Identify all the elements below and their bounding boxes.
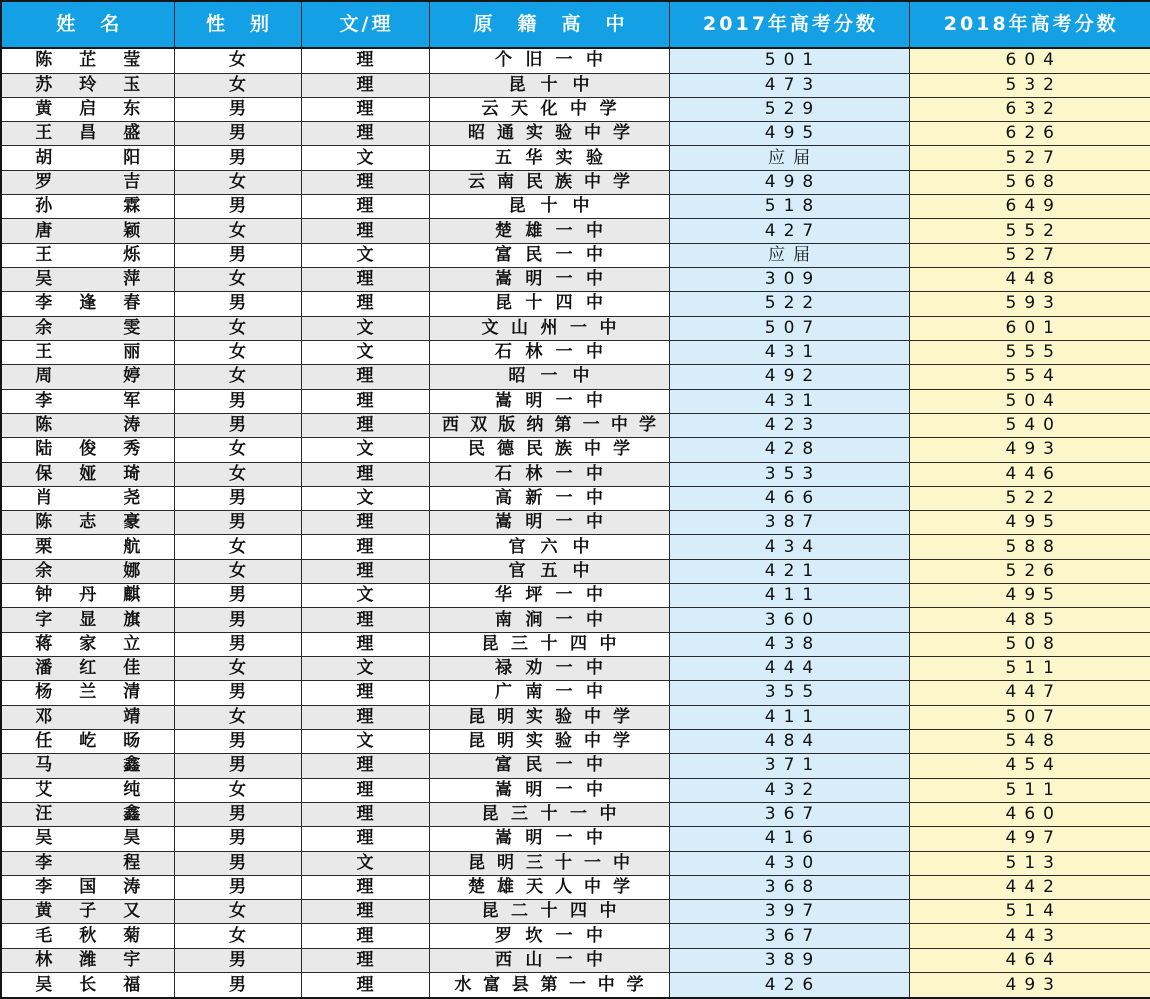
- track-cell: 文: [301, 146, 429, 170]
- track-cell: 文: [301, 243, 429, 267]
- gender-cell: 女: [174, 924, 301, 948]
- name-cell: 汪 鑫: [1, 802, 174, 826]
- score-2018-cell: 446: [909, 462, 1150, 486]
- name-cell: 林 潍 宇: [1, 948, 174, 972]
- score-2017-cell: 427: [669, 219, 909, 243]
- track-cell: 理: [301, 875, 429, 899]
- school-cell: 嵩 明 一 中: [429, 778, 669, 802]
- school-cell: 昭 通 实 验 中 学: [429, 122, 669, 146]
- name-cell: 任 屹 旸: [1, 729, 174, 753]
- header-row: [1, 1, 1150, 48]
- school-cell: 昆 十 中: [429, 195, 669, 219]
- gender-cell: 男: [174, 413, 301, 437]
- track-cell: 理: [301, 705, 429, 729]
- school-cell: 昆 二 十 四 中: [429, 900, 669, 924]
- score-2018-cell: 495: [909, 584, 1150, 608]
- table-row: [1, 413, 1150, 437]
- table-row: [1, 219, 1150, 243]
- track-cell: 理: [301, 802, 429, 826]
- score-2017-cell: 518: [669, 195, 909, 219]
- score-2017-cell: 421: [669, 559, 909, 583]
- table-body: [1, 48, 1150, 998]
- score-2017-cell: 438: [669, 632, 909, 656]
- track-cell: 文: [301, 584, 429, 608]
- table-row: [1, 486, 1150, 510]
- table-row: [1, 948, 1150, 972]
- track-cell: 理: [301, 608, 429, 632]
- score-2017-cell: 426: [669, 973, 909, 998]
- table-row: [1, 802, 1150, 826]
- gender-cell: 男: [174, 754, 301, 778]
- score-2018-cell: 527: [909, 146, 1150, 170]
- gender-cell: 女: [174, 219, 301, 243]
- track-cell: 理: [301, 754, 429, 778]
- school-cell: 富 民 一 中: [429, 243, 669, 267]
- score-2018-cell: 493: [909, 438, 1150, 462]
- score-2018-cell: 568: [909, 170, 1150, 194]
- table-row: [1, 608, 1150, 632]
- gender-cell: 男: [174, 195, 301, 219]
- table-row: [1, 584, 1150, 608]
- table-row: [1, 268, 1150, 292]
- school-cell: 昆 明 三 十 一 中: [429, 851, 669, 875]
- column-header-school: 原 籍 高 中: [429, 1, 669, 48]
- name-cell: 余 雯: [1, 316, 174, 340]
- school-cell: 富 民 一 中: [429, 754, 669, 778]
- track-cell: 文: [301, 316, 429, 340]
- score-2017-cell: 应届: [669, 146, 909, 170]
- score-2018-cell: 460: [909, 802, 1150, 826]
- table-row: [1, 389, 1150, 413]
- track-cell: 理: [301, 48, 429, 73]
- school-cell: 个 旧 一 中: [429, 48, 669, 73]
- school-cell: 西 双 版 纳 第 一 中 学: [429, 413, 669, 437]
- score-2017-cell: 498: [669, 170, 909, 194]
- school-cell: 西 山 一 中: [429, 948, 669, 972]
- score-2018-cell: 513: [909, 851, 1150, 875]
- track-cell: 文: [301, 438, 429, 462]
- name-cell: 黄 子 又: [1, 900, 174, 924]
- score-2017-cell: 432: [669, 778, 909, 802]
- score-2017-cell: 430: [669, 851, 909, 875]
- gender-cell: 男: [174, 243, 301, 267]
- score-2017-cell: 466: [669, 486, 909, 510]
- table-row: [1, 438, 1150, 462]
- school-cell: 华 坪 一 中: [429, 584, 669, 608]
- score-2018-cell: 504: [909, 389, 1150, 413]
- gender-cell: 女: [174, 778, 301, 802]
- track-cell: 文: [301, 729, 429, 753]
- track-cell: 文: [301, 851, 429, 875]
- table-row: [1, 462, 1150, 486]
- table-row: [1, 73, 1150, 97]
- name-cell: 陈 芷 莹: [1, 48, 174, 73]
- school-cell: 五 华 实 验: [429, 146, 669, 170]
- gender-cell: 男: [174, 973, 301, 998]
- table-row: [1, 511, 1150, 535]
- score-2017-cell: 389: [669, 948, 909, 972]
- name-cell: 栗 航: [1, 535, 174, 559]
- score-2017-cell: 444: [669, 657, 909, 681]
- score-2017-cell: 353: [669, 462, 909, 486]
- score-2018-cell: 508: [909, 632, 1150, 656]
- name-cell: 李 军: [1, 389, 174, 413]
- score-2018-cell: 495: [909, 511, 1150, 535]
- name-cell: 陈 志 豪: [1, 511, 174, 535]
- score-2017-cell: 397: [669, 900, 909, 924]
- table-row: [1, 632, 1150, 656]
- score-2017-cell: 411: [669, 584, 909, 608]
- gender-cell: 男: [174, 851, 301, 875]
- score-2017-cell: 431: [669, 389, 909, 413]
- track-cell: 理: [301, 778, 429, 802]
- table-row: [1, 365, 1150, 389]
- score-2018-cell: 448: [909, 268, 1150, 292]
- table-row: [1, 851, 1150, 875]
- table-row: [1, 657, 1150, 681]
- school-cell: 罗 坎 一 中: [429, 924, 669, 948]
- score-2017-cell: 501: [669, 48, 909, 73]
- name-cell: 邓 靖: [1, 705, 174, 729]
- score-2018-cell: 527: [909, 243, 1150, 267]
- gender-cell: 男: [174, 875, 301, 899]
- track-cell: 文: [301, 657, 429, 681]
- school-cell: 广 南 一 中: [429, 681, 669, 705]
- score-2017-cell: 484: [669, 729, 909, 753]
- school-cell: 嵩 明 一 中: [429, 268, 669, 292]
- name-cell: 肖 尧: [1, 486, 174, 510]
- gender-cell: 男: [174, 97, 301, 121]
- gender-cell: 男: [174, 584, 301, 608]
- school-cell: 昆 十 四 中: [429, 292, 669, 316]
- table-row: [1, 195, 1150, 219]
- name-cell: 余 娜: [1, 559, 174, 583]
- table-row: [1, 681, 1150, 705]
- school-cell: 楚 雄 一 中: [429, 219, 669, 243]
- track-cell: 理: [301, 219, 429, 243]
- score-2017-cell: 492: [669, 365, 909, 389]
- gender-cell: 女: [174, 48, 301, 73]
- score-2017-cell: 431: [669, 340, 909, 364]
- gender-cell: 女: [174, 462, 301, 486]
- school-cell: 云 南 民 族 中 学: [429, 170, 669, 194]
- score-2018-cell: 554: [909, 365, 1150, 389]
- column-header-gender: 性 别: [174, 1, 301, 48]
- table-row: [1, 48, 1150, 73]
- score-2017-cell: 522: [669, 292, 909, 316]
- name-cell: 毛 秋 菊: [1, 924, 174, 948]
- table-row: [1, 243, 1150, 267]
- table-header: [1, 1, 1150, 48]
- track-cell: 理: [301, 681, 429, 705]
- track-cell: 理: [301, 268, 429, 292]
- gender-cell: 男: [174, 146, 301, 170]
- table-row: [1, 292, 1150, 316]
- gender-cell: 男: [174, 681, 301, 705]
- score-2017-cell: 360: [669, 608, 909, 632]
- score-2017-cell: 428: [669, 438, 909, 462]
- name-cell: 艾 纯: [1, 778, 174, 802]
- track-cell: 理: [301, 389, 429, 413]
- gender-cell: 男: [174, 486, 301, 510]
- score-2017-cell: 473: [669, 73, 909, 97]
- table-row: [1, 778, 1150, 802]
- table-row: [1, 875, 1150, 899]
- gender-cell: 男: [174, 511, 301, 535]
- school-cell: 嵩 明 一 中: [429, 389, 669, 413]
- school-cell: 嵩 明 一 中: [429, 511, 669, 535]
- gender-cell: 女: [174, 73, 301, 97]
- score-2018-cell: 588: [909, 535, 1150, 559]
- school-cell: 官 六 中: [429, 535, 669, 559]
- school-cell: 楚 雄 天 人 中 学: [429, 875, 669, 899]
- track-cell: 理: [301, 948, 429, 972]
- name-cell: 陈 涛: [1, 413, 174, 437]
- score-2017-cell: 507: [669, 316, 909, 340]
- name-cell: 李 国 涛: [1, 875, 174, 899]
- track-cell: 理: [301, 559, 429, 583]
- table-row: [1, 973, 1150, 998]
- name-cell: 马 鑫: [1, 754, 174, 778]
- score-2017-cell: 387: [669, 511, 909, 535]
- gender-cell: 女: [174, 535, 301, 559]
- gender-cell: 男: [174, 632, 301, 656]
- column-header-track: 文/理: [301, 1, 429, 48]
- score-2018-cell: 511: [909, 778, 1150, 802]
- score-2017-cell: 423: [669, 413, 909, 437]
- track-cell: 理: [301, 122, 429, 146]
- table-row: [1, 900, 1150, 924]
- name-cell: 蒋 家 立: [1, 632, 174, 656]
- school-cell: 官 五 中: [429, 559, 669, 583]
- school-cell: 昆 十 中: [429, 73, 669, 97]
- track-cell: 理: [301, 73, 429, 97]
- score-2018-cell: 514: [909, 900, 1150, 924]
- column-header-name: 姓 名: [1, 1, 174, 48]
- name-cell: 唐 颖: [1, 219, 174, 243]
- track-cell: 理: [301, 292, 429, 316]
- name-cell: 陆 俊 秀: [1, 438, 174, 462]
- gender-cell: 男: [174, 948, 301, 972]
- gender-cell: 女: [174, 900, 301, 924]
- track-cell: 理: [301, 973, 429, 998]
- score-2018-cell: 442: [909, 875, 1150, 899]
- track-cell: 理: [301, 195, 429, 219]
- score-2018-cell: 632: [909, 97, 1150, 121]
- table-row: [1, 924, 1150, 948]
- name-cell: 王 昌 盛: [1, 122, 174, 146]
- gender-cell: 男: [174, 729, 301, 753]
- score-2017-cell: 368: [669, 875, 909, 899]
- gender-cell: 男: [174, 389, 301, 413]
- track-cell: 理: [301, 827, 429, 851]
- gender-cell: 男: [174, 608, 301, 632]
- gender-cell: 男: [174, 827, 301, 851]
- track-cell: 理: [301, 900, 429, 924]
- school-cell: 水 富 县 第 一 中 学: [429, 973, 669, 998]
- name-cell: 杨 兰 清: [1, 681, 174, 705]
- column-header-score-2018: 2018年高考分数: [909, 1, 1150, 48]
- name-cell: 保 娅 琦: [1, 462, 174, 486]
- track-cell: 理: [301, 170, 429, 194]
- score-2017-cell: 355: [669, 681, 909, 705]
- track-cell: 理: [301, 535, 429, 559]
- gender-cell: 女: [174, 365, 301, 389]
- gender-cell: 女: [174, 438, 301, 462]
- gender-cell: 女: [174, 268, 301, 292]
- score-2018-cell: 511: [909, 657, 1150, 681]
- name-cell: 黄 启 东: [1, 97, 174, 121]
- name-cell: 钟 丹 麒: [1, 584, 174, 608]
- score-2018-cell: 604: [909, 48, 1150, 73]
- score-2018-cell: 454: [909, 754, 1150, 778]
- table-row: [1, 340, 1150, 364]
- track-cell: 理: [301, 924, 429, 948]
- table-row: [1, 146, 1150, 170]
- name-cell: 苏 玲 玉: [1, 73, 174, 97]
- score-2017-cell: 411: [669, 705, 909, 729]
- score-2018-cell: 493: [909, 973, 1150, 998]
- score-2017-cell: 416: [669, 827, 909, 851]
- track-cell: 理: [301, 97, 429, 121]
- name-cell: 孙 霖: [1, 195, 174, 219]
- name-cell: 胡 阳: [1, 146, 174, 170]
- gender-cell: 男: [174, 122, 301, 146]
- track-cell: 文: [301, 486, 429, 510]
- school-cell: 昆 明 实 验 中 学: [429, 729, 669, 753]
- score-2018-cell: 485: [909, 608, 1150, 632]
- gender-cell: 女: [174, 559, 301, 583]
- gender-cell: 男: [174, 292, 301, 316]
- gender-cell: 女: [174, 657, 301, 681]
- name-cell: 吴 萍: [1, 268, 174, 292]
- score-2018-cell: 593: [909, 292, 1150, 316]
- school-cell: 昆 三 十 四 中: [429, 632, 669, 656]
- score-2017-cell: 434: [669, 535, 909, 559]
- school-cell: 文 山 州 一 中: [429, 316, 669, 340]
- school-cell: 云 天 化 中 学: [429, 97, 669, 121]
- score-2018-cell: 540: [909, 413, 1150, 437]
- score-2017-cell: 371: [669, 754, 909, 778]
- gender-cell: 女: [174, 170, 301, 194]
- school-cell: 高 新 一 中: [429, 486, 669, 510]
- name-cell: 字 显 旗: [1, 608, 174, 632]
- name-cell: 李 逢 春: [1, 292, 174, 316]
- score-2018-cell: 497: [909, 827, 1150, 851]
- name-cell: 周 婷: [1, 365, 174, 389]
- table-row: [1, 705, 1150, 729]
- score-2017-cell: 309: [669, 268, 909, 292]
- gender-cell: 女: [174, 705, 301, 729]
- score-2018-cell: 443: [909, 924, 1150, 948]
- score-2018-cell: 526: [909, 559, 1150, 583]
- score-2017-cell: 应届: [669, 243, 909, 267]
- name-cell: 吴 长 福: [1, 973, 174, 998]
- track-cell: 理: [301, 365, 429, 389]
- track-cell: 文: [301, 340, 429, 364]
- school-cell: 民 德 民 族 中 学: [429, 438, 669, 462]
- track-cell: 理: [301, 413, 429, 437]
- table-row: [1, 170, 1150, 194]
- school-cell: 嵩 明 一 中: [429, 827, 669, 851]
- score-2017-cell: 529: [669, 97, 909, 121]
- track-cell: 理: [301, 632, 429, 656]
- name-cell: 王 丽: [1, 340, 174, 364]
- school-cell: 昭 一 中: [429, 365, 669, 389]
- score-2018-cell: 532: [909, 73, 1150, 97]
- table-row: [1, 827, 1150, 851]
- table-row: [1, 535, 1150, 559]
- table-row: [1, 729, 1150, 753]
- score-2017-cell: 367: [669, 802, 909, 826]
- score-2018-cell: 548: [909, 729, 1150, 753]
- score-2018-cell: 447: [909, 681, 1150, 705]
- score-2017-cell: 367: [669, 924, 909, 948]
- table-row: [1, 316, 1150, 340]
- school-cell: 石 林 一 中: [429, 340, 669, 364]
- score-2018-cell: 601: [909, 316, 1150, 340]
- score-2018-cell: 552: [909, 219, 1150, 243]
- name-cell: 吴 昊: [1, 827, 174, 851]
- score-2018-cell: 626: [909, 122, 1150, 146]
- table-row: [1, 122, 1150, 146]
- table-row: [1, 97, 1150, 121]
- school-cell: 南 涧 一 中: [429, 608, 669, 632]
- school-cell: 禄 劝 一 中: [429, 657, 669, 681]
- score-2018-cell: 522: [909, 486, 1150, 510]
- name-cell: 潘 红 佳: [1, 657, 174, 681]
- name-cell: 王 烁: [1, 243, 174, 267]
- gender-cell: 女: [174, 340, 301, 364]
- score-2018-cell: 464: [909, 948, 1150, 972]
- school-cell: 昆 明 实 验 中 学: [429, 705, 669, 729]
- track-cell: 理: [301, 511, 429, 535]
- name-cell: 李 程: [1, 851, 174, 875]
- score-2018-cell: 649: [909, 195, 1150, 219]
- table-row: [1, 559, 1150, 583]
- score-2018-cell: 555: [909, 340, 1150, 364]
- track-cell: 理: [301, 462, 429, 486]
- name-cell: 罗 吉: [1, 170, 174, 194]
- gender-cell: 男: [174, 802, 301, 826]
- score-2017-cell: 495: [669, 122, 909, 146]
- score-2018-cell: 507: [909, 705, 1150, 729]
- table-row: [1, 754, 1150, 778]
- school-cell: 石 林 一 中: [429, 462, 669, 486]
- gender-cell: 女: [174, 316, 301, 340]
- school-cell: 昆 三 十 一 中: [429, 802, 669, 826]
- column-header-score-2017: 2017年高考分数: [669, 1, 909, 48]
